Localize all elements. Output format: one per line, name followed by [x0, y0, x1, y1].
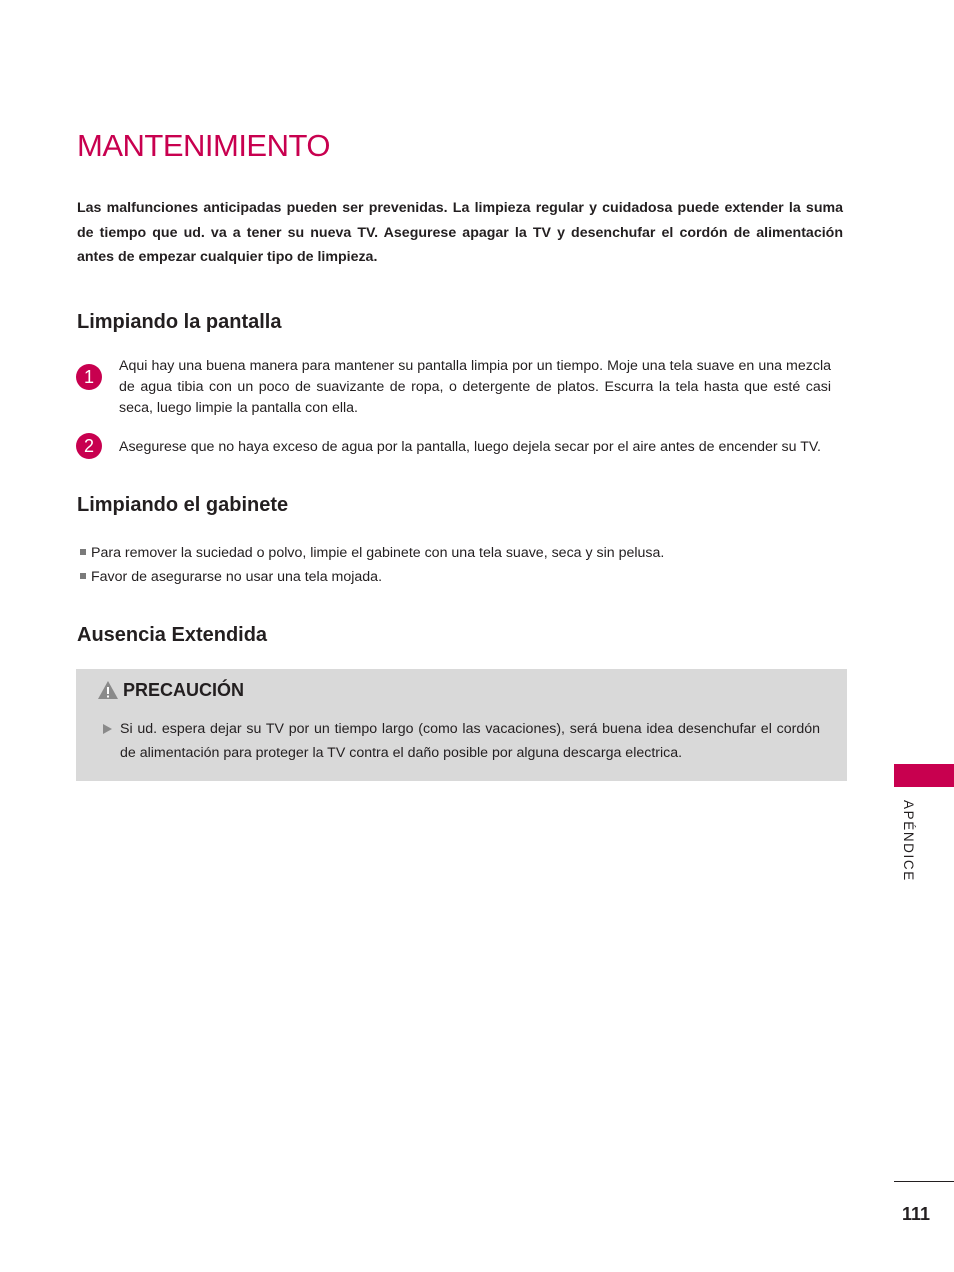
page-number: 111 — [901, 1204, 930, 1224]
section-heading-screen: Limpiando la pantalla — [77, 311, 282, 333]
section-tab-label: APÉNDICE — [901, 800, 916, 882]
footer-rule — [894, 1181, 954, 1182]
bullet-text: Para remover la suciedad o polvo, limpie el gabinete con una tela suave, seca y sin pelusa. — [91, 545, 665, 561]
bullet-item — [80, 543, 664, 563]
square-bullet-icon — [80, 573, 86, 579]
step-text: Asegurese que no haya exceso de agua por la pantalla, luego dejela secar por el aire antes de encender su TV. — [119, 439, 821, 455]
caution-header — [97, 678, 244, 702]
bullet-item — [80, 567, 382, 587]
step-number-badge: 1 — [76, 364, 102, 390]
caution-text: Si ud. espera dejar su TV por un tiempo largo (como las vacaciones), será buena idea desenchufar el cordón de alimentación para proteger la TV contra el daño posible por alguna descarga electrica. — [120, 721, 820, 761]
warning-triangle-icon — [97, 680, 119, 700]
step-number-badge: 2 — [76, 433, 102, 459]
square-bullet-icon — [80, 549, 86, 555]
section-heading-cabinet: Limpiando el gabinete — [77, 494, 289, 516]
section-tab-marker — [894, 764, 954, 787]
caution-title: PRECAUCIÓN — [123, 679, 245, 700]
intro-paragraph: Las malfunciones anticipadas pueden ser prevenidas. La limpieza regular y cuidadosa puede extender la suma de tiempo que ud. va a tener su nueva TV. Asegurese apagar la TV y desenchufar el cordón de alimentación antes de empezar cualquier tipo de limpieza. — [77, 200, 843, 265]
page-title: MANTENIMIENTO — [77, 128, 330, 163]
arrow-bullet-icon — [103, 724, 112, 734]
bullet-text: Favor de asegurarse no usar una tela mojada. — [91, 569, 383, 585]
step-text: Aqui hay una buena manera para mantener su pantalla limpia por un tiempo. Moje una tela suave en una mezcla de agua tibia con un poco de suavizante de ropa, o detergente de platos. Escurra la tela hasta que esté casi seca, luego limpie la pantalla con ella. — [119, 358, 831, 416]
section-heading-absence: Ausencia Extendida — [77, 624, 268, 646]
